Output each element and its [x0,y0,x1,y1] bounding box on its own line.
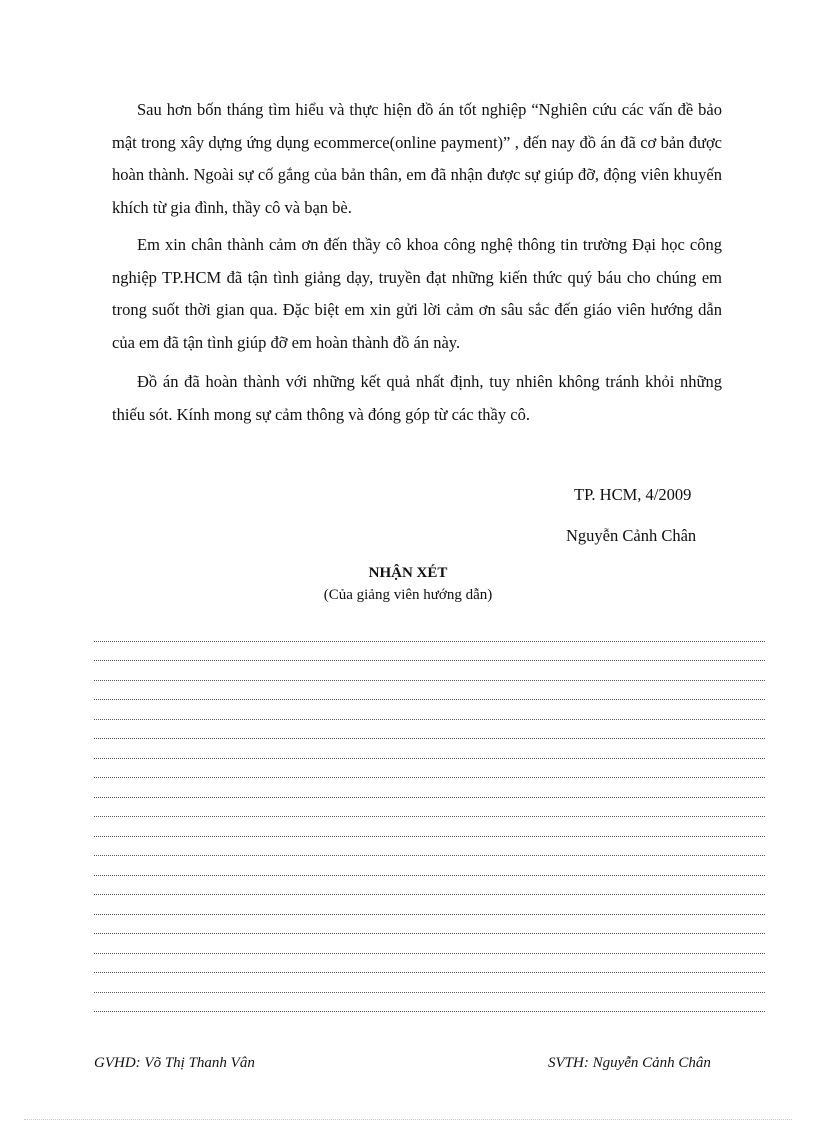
dotted-line [94,759,765,779]
dotted-line [94,778,765,798]
dotted-line [94,642,765,662]
remarks-title: NHẬN XÉT [368,565,448,581]
dotted-line [94,915,765,935]
dotted-line [94,798,765,818]
footer-student: SVTH: Nguyễn Cảnh Chân [548,1055,711,1071]
dotted-line [94,934,765,954]
dotted-line [94,622,765,642]
acknowledgement-paragraph-2: Em xin chân thành cảm ơn đến thầy cô khoa công nghệ thông tin trường Đại học công nghiệp TP.HCM đã tận tình giảng dạy, truyền đạt những kiến thức quý báu cho chúng em trong suốt thời gian qua. Đặc biệt em xin gửi lời cảm ơn sâu sắc đến giáo viên hướng dẫn của em đã tận tình giúp đỡ em hoàn thành đồ án này. [112,235,722,352]
dotted-line [94,856,765,876]
dotted-line [94,661,765,681]
dotted-line [94,993,765,1013]
remarks-subtitle: (Của giảng viên hướng dẫn) [323,587,493,603]
dotted-line [94,700,765,720]
dotted-line [94,817,765,837]
dotted-line [94,681,765,701]
signature-name: Nguyễn Cảnh Chân [566,526,697,545]
remarks-writing-area [94,622,765,1012]
dotted-line [94,720,765,740]
signature-place-date: TP. HCM, 4/2009 [574,485,692,504]
dotted-line [94,837,765,857]
dotted-line [94,954,765,974]
dotted-line [94,876,765,896]
page-bottom-divider [24,1119,792,1120]
footer-supervisor: GVHD: Võ Thị Thanh Vân [94,1055,255,1071]
dotted-line [94,895,765,915]
dotted-line [94,739,765,759]
acknowledgement-paragraph-3: Đồ án đã hoàn thành với những kết quả nhất định, tuy nhiên không tránh khỏi những thiếu sót. Kính mong sự cảm thông và đóng góp từ các thầy cô. [112,372,722,424]
acknowledgement-paragraph-1: Sau hơn bốn tháng tìm hiểu và thực hiện đồ án tốt nghiệp “Nghiên cứu các vấn đề bảo mật trong xây dựng ứng dụng ecommerce(online payment)” , đến nay đồ án đã cơ bản được hoàn thành. Ngoài sự cố gắng của bản thân, em đã nhận được sự giúp đỡ, động viên khuyến khích từ gia đình, thầy cô và bạn bè. [112,100,722,217]
dotted-line [94,973,765,993]
